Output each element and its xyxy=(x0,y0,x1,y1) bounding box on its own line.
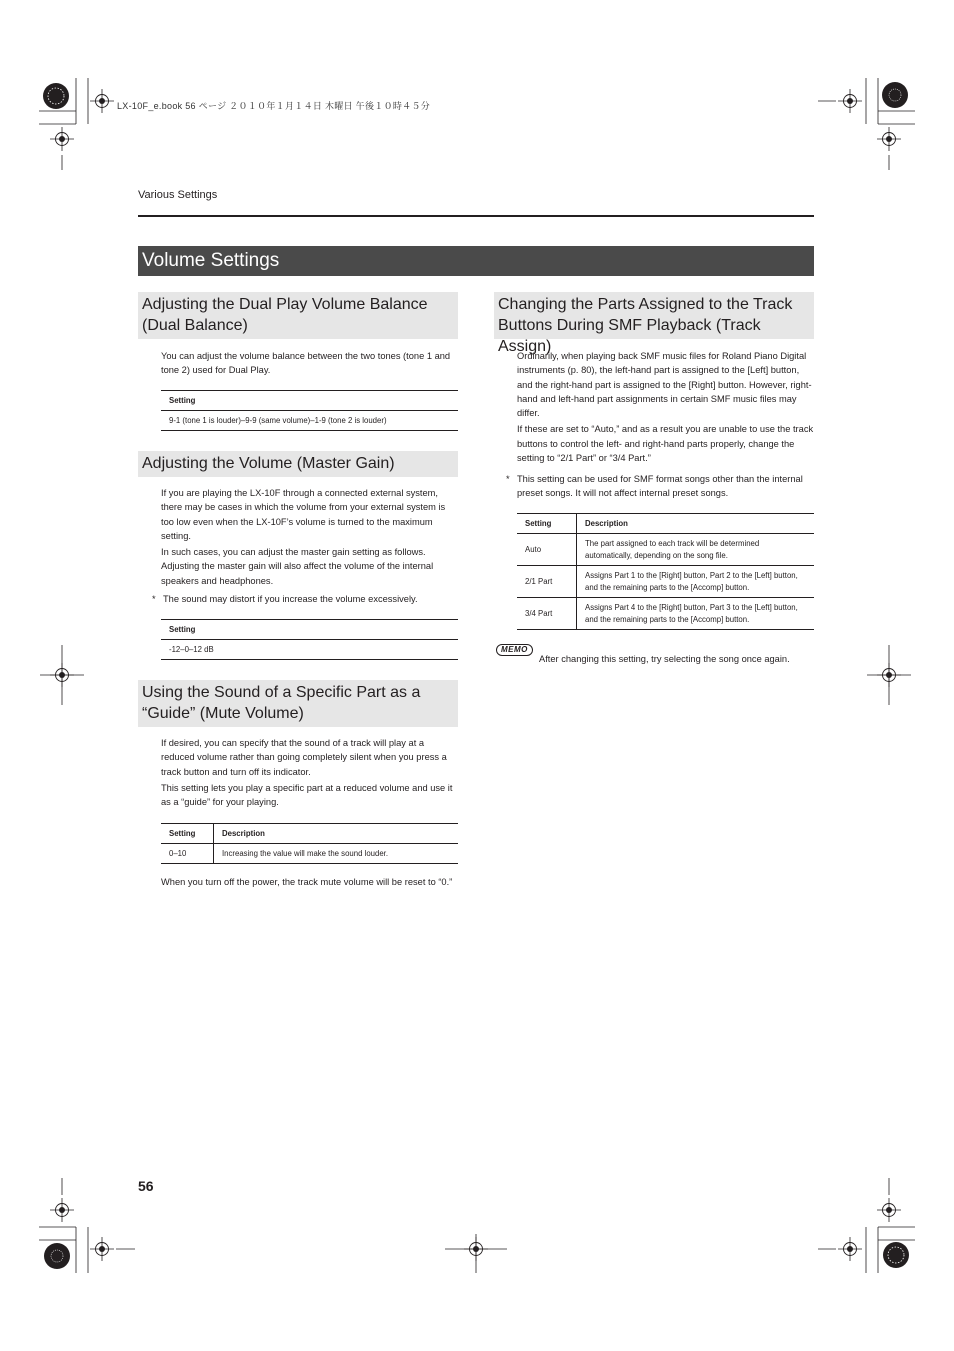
table-row xyxy=(517,598,814,630)
paragraph: In such cases, you can adjust the master gain setting as follows. Adjusting the master gain will also affect the volume of the internal speakers and headphones. xyxy=(161,547,434,586)
track-assign-table xyxy=(517,513,814,630)
table-row xyxy=(517,534,814,566)
paragraph: If these are set to “Auto,” and as a result you are unable to use the track buttons to control the left- and right-hand parts properly, change the setting to “2/1 Part” or “3/4 Part.” xyxy=(517,424,814,464)
master-gain-text xyxy=(161,486,456,590)
page-number: 56 xyxy=(138,1178,154,1194)
table-cell: 9-1 (tone 1 is louder)–9-9 (same volume)–1-9 (tone 2 is louder) xyxy=(161,411,458,431)
master-gain-table xyxy=(161,619,458,660)
mute-volume-table xyxy=(161,823,458,864)
note-marker: * xyxy=(506,474,510,484)
paragraph: You can adjust the volume balance between the two tones (tone 1 and tone 2) used for Dual Play. xyxy=(161,351,451,376)
table-header-setting: Setting xyxy=(161,620,458,640)
track-assign-text xyxy=(517,349,814,467)
table-cell: The part assigned to each track will be determined automatically, depending on the song file. xyxy=(577,534,815,566)
table-row xyxy=(517,566,814,598)
table-cell: Increasing the value will make the sound louder. xyxy=(214,844,459,864)
track-assign-note xyxy=(506,472,814,501)
heading-line: (Dual Balance) xyxy=(142,317,248,334)
paragraph: Ordinarily, when playing back SMF music files for Roland Piano Digital instruments (p. 80), the left-hand part is assigned to the [Left] button, and the right-hand part is assigned to the [Right] button. However, right-hand and left-hand part assignments in certain SMF music files may differ. xyxy=(517,351,812,419)
heading-line: “Guide” (Mute Volume) xyxy=(142,705,304,722)
table-cell: 2/1 Part xyxy=(517,566,577,598)
note-marker: * xyxy=(152,594,156,604)
section-heading-mute-volume xyxy=(138,680,458,727)
table-header-setting: Setting xyxy=(161,824,214,844)
dual-balance-table xyxy=(161,390,458,431)
section-heading-track-assign xyxy=(494,292,814,355)
heading-line: Changing the Parts Assigned to the Track xyxy=(498,296,793,313)
paragraph: When you turn off the power, the track mute volume will be reset to “0.” xyxy=(161,877,453,887)
mute-volume-after xyxy=(161,875,458,891)
page-title: Volume Settings xyxy=(138,246,814,276)
table-header-description: Description xyxy=(214,824,459,844)
paragraph: This setting lets you play a specific part at a reduced volume and use it as a “guide” for your playing. xyxy=(161,782,453,808)
note-text: This setting can be used for SMF format songs other than the internal preset songs. It will not affect internal preset songs. xyxy=(517,474,803,499)
heading-line: Using the Sound of a Specific Part as a xyxy=(142,684,421,701)
heading-line: Adjusting the Dual Play Volume Balance xyxy=(142,296,428,313)
table-cell: Auto xyxy=(517,534,577,566)
master-gain-note xyxy=(152,592,456,606)
table-cell: Assigns Part 4 to the [Right] button, Part 3 to the [Left] button, and the remaining parts to the [Accomp] button. xyxy=(577,598,815,630)
table-header-setting: Setting xyxy=(161,391,458,411)
paragraph: If you are playing the LX-10F through a connected external system, there may be cases in which the volume from your external system is too low even when the LX-10F’s volume is turned to the maximum setting. xyxy=(161,488,446,541)
table-cell: -12–0–12 dB xyxy=(161,640,458,660)
memo-badge: MEMO xyxy=(496,644,533,656)
table-header-description: Description xyxy=(577,514,815,534)
heading-line: Adjusting the Volume (Master Gain) xyxy=(142,455,395,472)
dual-balance-text xyxy=(161,349,456,380)
table-cell: 3/4 Part xyxy=(517,598,577,630)
table-header-setting: Setting xyxy=(517,514,577,534)
memo-text: After changing this setting, try selecting the song once again. xyxy=(539,654,790,664)
table-cell: 0–10 xyxy=(161,844,214,864)
section-heading-master-gain xyxy=(138,451,458,477)
table-cell: Assigns Part 1 to the [Right] button, Part 2 to the [Left] button, and the remaining parts to the [Accomp] button. xyxy=(577,566,815,598)
header-rule xyxy=(138,215,814,217)
running-head: Various Settings xyxy=(138,189,218,201)
print-info: LX-10F_e.book 56 ページ ２０１０年１月１４日 木曜日 午後１０時４５分 xyxy=(117,101,431,111)
paragraph: If desired, you can specify that the sound of a track will play at a reduced volume rather than going completely silent when you press a track button and turn off its indicator. xyxy=(161,738,447,777)
section-heading-dual-balance xyxy=(138,292,458,339)
note-text: The sound may distort if you increase the volume excessively. xyxy=(163,594,418,604)
heading-line: Buttons During SMF Playback (Track Assign) xyxy=(498,317,761,355)
mute-volume-text xyxy=(161,736,458,811)
